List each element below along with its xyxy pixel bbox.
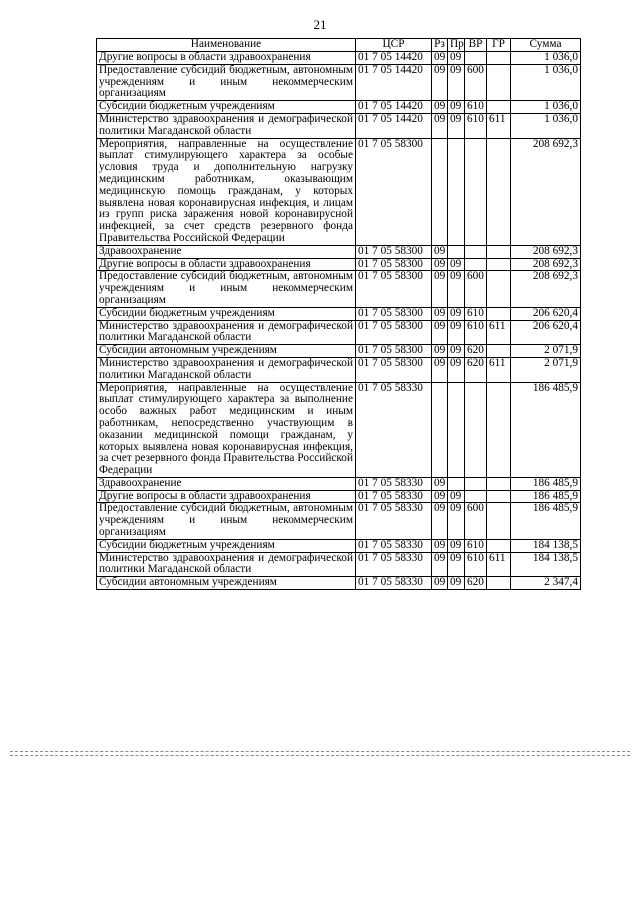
cell-csr: 01 7 05 58300 [356, 320, 432, 345]
cell-name: Субсидии автономным учреждениям [97, 577, 356, 590]
cell-rz: 09 [432, 539, 448, 552]
cell-name: Здравоохранение [97, 477, 356, 490]
cell-csr: 01 7 05 58300 [356, 345, 432, 358]
cell-gr [487, 271, 511, 307]
cell-pr: 09 [448, 307, 465, 320]
cell-name: Предоставление субсидий бюджетным, автономным учреждениям и иным некоммерческим организациям [97, 503, 356, 539]
cell-vr [465, 52, 487, 65]
cell-sum: 2 071,9 [511, 357, 581, 382]
cell-vr: 600 [465, 271, 487, 307]
cell-vr: 600 [465, 64, 487, 100]
budget-table [96, 38, 581, 590]
cell-rz [432, 138, 448, 245]
table-row [97, 490, 581, 503]
table-row [97, 307, 581, 320]
cell-vr: 620 [465, 345, 487, 358]
cell-sum: 186 485,9 [511, 503, 581, 539]
cell-sum: 184 138,5 [511, 539, 581, 552]
cell-rz [432, 382, 448, 477]
cell-vr: 610 [465, 539, 487, 552]
cell-csr: 01 7 05 58330 [356, 552, 432, 577]
table-row [97, 64, 581, 100]
cell-csr: 01 7 05 58330 [356, 577, 432, 590]
cell-gr [487, 539, 511, 552]
table-row [97, 101, 581, 114]
table-row [97, 357, 581, 382]
cell-csr: 01 7 05 58300 [356, 138, 432, 245]
cell-sum: 1 036,0 [511, 64, 581, 100]
cell-rz: 09 [432, 258, 448, 271]
divider-line [10, 755, 630, 756]
cell-rz: 09 [432, 490, 448, 503]
cell-pr: 09 [448, 539, 465, 552]
header-pr: Пр [448, 39, 465, 52]
cell-name: Министерство здравоохранения и демографической политики Магаданской области [97, 357, 356, 382]
cell-pr: 09 [448, 258, 465, 271]
cell-name: Субсидии бюджетным учреждениям [97, 539, 356, 552]
cell-name: Предоставление субсидий бюджетным, автономным учреждениям и иным некоммерческим организациям [97, 64, 356, 100]
cell-vr: 610 [465, 113, 487, 138]
cell-pr: 09 [448, 345, 465, 358]
cell-pr [448, 245, 465, 258]
cell-gr [487, 477, 511, 490]
cell-pr: 09 [448, 271, 465, 307]
cell-sum: 206 620,4 [511, 320, 581, 345]
cell-name: Предоставление субсидий бюджетным, автономным учреждениям и иным некоммерческим организациям [97, 271, 356, 307]
cell-sum: 184 138,5 [511, 552, 581, 577]
table-row [97, 382, 581, 477]
table-row [97, 577, 581, 590]
cell-name: Министерство здравоохранения и демографической политики Магаданской области [97, 552, 356, 577]
cell-vr [465, 490, 487, 503]
cell-name: Здравоохранение [97, 245, 356, 258]
cell-pr [448, 382, 465, 477]
cell-sum: 186 485,9 [511, 477, 581, 490]
cell-rz: 09 [432, 357, 448, 382]
cell-rz: 09 [432, 320, 448, 345]
cell-sum: 2 347,4 [511, 577, 581, 590]
cell-vr [465, 258, 487, 271]
cell-rz: 09 [432, 307, 448, 320]
cell-name: Мероприятия, направленные на осуществление выплат стимулирующего характера за выполнение особо важных работ медицинским и иным работникам, непосредственно участвующим в оказании медицинской помощи гражданам, у которых выявлена новая коронавирусная инфекция, за счет резервного фонда Правительства Российской Федерации [97, 382, 356, 477]
table-row [97, 245, 581, 258]
cell-sum: 2 071,9 [511, 345, 581, 358]
cell-gr [487, 382, 511, 477]
cell-sum: 1 036,0 [511, 52, 581, 65]
cell-vr [465, 382, 487, 477]
cell-gr [487, 577, 511, 590]
cell-sum: 208 692,3 [511, 258, 581, 271]
cell-csr: 01 7 05 58330 [356, 490, 432, 503]
cell-gr [487, 138, 511, 245]
cell-vr: 600 [465, 503, 487, 539]
cell-sum: 208 692,3 [511, 271, 581, 307]
cell-gr: 611 [487, 552, 511, 577]
cell-name: Субсидии бюджетным учреждениям [97, 101, 356, 114]
cell-csr: 01 7 05 58300 [356, 307, 432, 320]
cell-gr: 611 [487, 357, 511, 382]
cell-rz: 09 [432, 477, 448, 490]
table-body [97, 52, 581, 590]
cell-vr: 610 [465, 320, 487, 345]
header-csr: ЦСР [356, 39, 432, 52]
cell-name: Министерство здравоохранения и демографической политики Магаданской области [97, 113, 356, 138]
cell-gr [487, 307, 511, 320]
cell-rz: 09 [432, 345, 448, 358]
cell-csr: 01 7 05 58330 [356, 539, 432, 552]
cell-vr: 610 [465, 307, 487, 320]
header-vr: ВР [465, 39, 487, 52]
cell-csr: 01 7 05 58330 [356, 503, 432, 539]
cell-sum: 1 036,0 [511, 101, 581, 114]
cell-gr [487, 52, 511, 65]
cell-sum: 206 620,4 [511, 307, 581, 320]
cell-csr: 01 7 05 14420 [356, 64, 432, 100]
cell-rz: 09 [432, 245, 448, 258]
cell-gr [487, 490, 511, 503]
table-row [97, 52, 581, 65]
cell-vr: 620 [465, 577, 487, 590]
cell-name: Субсидии бюджетным учреждениям [97, 307, 356, 320]
cell-csr: 01 7 05 14420 [356, 101, 432, 114]
header-gr: ГР [487, 39, 511, 52]
cell-vr [465, 138, 487, 245]
cell-pr [448, 477, 465, 490]
cell-sum: 208 692,3 [511, 138, 581, 245]
table-row [97, 477, 581, 490]
cell-pr: 09 [448, 503, 465, 539]
cell-gr [487, 258, 511, 271]
cell-rz: 09 [432, 577, 448, 590]
cell-name: Мероприятия, направленные на осуществление выплат стимулирующего характера за особые условия труда и дополнительную нагрузку медицинским работникам, оказывающим медицинскую помощь гражданам, у которых выявлена новая коронавирусная инфекция, и лицам из групп риска заражения новой коронавирусной инфекцией, за счет средств резервного фонда Правительства Российской Федерации [97, 138, 356, 245]
header-rz: Рз [432, 39, 448, 52]
cell-rz: 09 [432, 113, 448, 138]
cell-gr [487, 245, 511, 258]
cell-gr: 611 [487, 320, 511, 345]
table-row [97, 113, 581, 138]
table-row [97, 138, 581, 245]
cell-gr: 611 [487, 113, 511, 138]
cell-pr: 09 [448, 320, 465, 345]
cell-rz: 09 [432, 271, 448, 307]
cell-sum: 208 692,3 [511, 245, 581, 258]
cell-csr: 01 7 05 58300 [356, 271, 432, 307]
cell-vr [465, 245, 487, 258]
cell-pr: 09 [448, 52, 465, 65]
cell-sum: 186 485,9 [511, 490, 581, 503]
cell-pr: 09 [448, 490, 465, 503]
cell-gr [487, 345, 511, 358]
table-row [97, 271, 581, 307]
table-row [97, 258, 581, 271]
cell-vr [465, 477, 487, 490]
cell-pr: 09 [448, 577, 465, 590]
cell-csr: 01 7 05 58300 [356, 245, 432, 258]
cell-name: Министерство здравоохранения и демографической политики Магаданской области [97, 320, 356, 345]
cell-vr: 610 [465, 101, 487, 114]
cell-gr [487, 503, 511, 539]
table-row [97, 345, 581, 358]
cell-pr: 09 [448, 64, 465, 100]
table-row [97, 552, 581, 577]
cell-sum: 186 485,9 [511, 382, 581, 477]
header-name: Наименование [97, 39, 356, 52]
cell-rz: 09 [432, 101, 448, 114]
cell-gr [487, 101, 511, 114]
cell-pr: 09 [448, 101, 465, 114]
cell-name: Субсидии автономным учреждениям [97, 345, 356, 358]
table-row [97, 503, 581, 539]
cell-name: Другие вопросы в области здравоохранения [97, 258, 356, 271]
table-row [97, 539, 581, 552]
cell-pr: 09 [448, 357, 465, 382]
cell-csr: 01 7 05 58330 [356, 382, 432, 477]
page-number: 21 [313, 17, 327, 32]
cell-csr: 01 7 05 58330 [356, 477, 432, 490]
table-header-row [97, 39, 581, 52]
cell-rz: 09 [432, 552, 448, 577]
cell-name: Другие вопросы в области здравоохранения [97, 490, 356, 503]
cell-csr: 01 7 05 58300 [356, 258, 432, 271]
cell-gr [487, 64, 511, 100]
cell-rz: 09 [432, 52, 448, 65]
divider-line [10, 751, 630, 752]
cell-vr: 620 [465, 357, 487, 382]
cell-csr: 01 7 05 14420 [356, 52, 432, 65]
cell-csr: 01 7 05 58300 [356, 357, 432, 382]
cell-pr [448, 138, 465, 245]
cell-rz: 09 [432, 503, 448, 539]
cell-pr: 09 [448, 113, 465, 138]
cell-vr: 610 [465, 552, 487, 577]
cell-rz: 09 [432, 64, 448, 100]
cell-name: Другие вопросы в области здравоохранения [97, 52, 356, 65]
cell-csr: 01 7 05 14420 [356, 113, 432, 138]
table-row [97, 320, 581, 345]
cell-sum: 1 036,0 [511, 113, 581, 138]
cell-pr: 09 [448, 552, 465, 577]
header-sum: Сумма [511, 39, 581, 52]
